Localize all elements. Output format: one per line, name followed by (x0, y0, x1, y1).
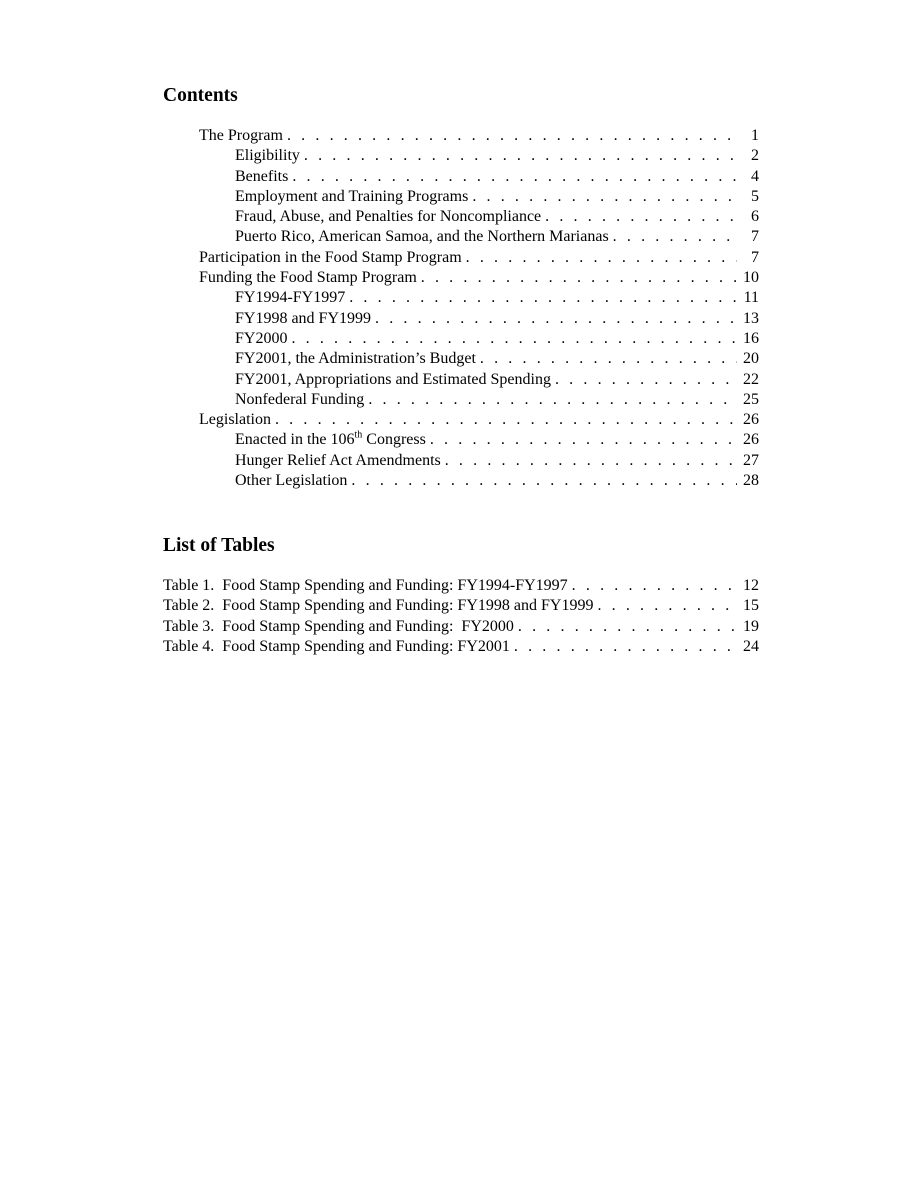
toc-entry-label: Hunger Relief Act Amendments (235, 451, 441, 469)
table-entry-label: Table 3. Food Stamp Spending and Funding: FY2000 (163, 617, 514, 635)
dot-leader (480, 349, 737, 369)
toc-entry-label: Legislation (199, 411, 271, 429)
table-entry-page: 15 (743, 597, 759, 615)
toc-entry-label: FY2000 (235, 329, 288, 347)
dot-leader (514, 637, 737, 657)
dot-leader (375, 309, 737, 329)
contents-list (163, 126, 759, 491)
toc-entry-page: 4 (751, 167, 759, 185)
toc-entry-page: 22 (743, 370, 759, 388)
tables-list (163, 576, 759, 657)
toc-entry-label: Participation in the Food Stamp Program (199, 248, 462, 266)
toc-entry[interactable] (163, 390, 759, 410)
dot-leader (304, 146, 737, 166)
toc-entry-label: Nonfederal Funding (235, 390, 365, 408)
toc-entry-label: Funding the Food Stamp Program (199, 269, 417, 287)
toc-entry-label: Employment and Training Programs (235, 187, 469, 205)
dot-leader (275, 410, 737, 430)
dot-leader (555, 370, 737, 390)
dot-leader (292, 167, 737, 187)
toc-entry-label: FY1994-FY1997 (235, 289, 346, 307)
table-entry[interactable] (163, 637, 759, 657)
toc-entry-label: Puerto Rico, American Samoa, and the Northern Marianas (235, 228, 609, 246)
toc-entry-page: 7 (751, 248, 759, 266)
toc-entry[interactable] (163, 349, 759, 369)
toc-entry[interactable] (163, 248, 759, 268)
dot-leader (351, 471, 737, 491)
toc-entry-page: 2 (751, 147, 759, 165)
dot-leader (518, 617, 737, 637)
dot-leader (445, 451, 737, 471)
toc-entry[interactable] (163, 451, 759, 471)
toc-entry[interactable] (163, 126, 759, 146)
dot-leader (349, 288, 737, 308)
dot-leader (572, 576, 737, 596)
toc-entry-label (235, 430, 426, 450)
table-entry-label: Table 1. Food Stamp Spending and Funding: FY1994-FY1997 (163, 577, 568, 594)
toc-entry[interactable] (163, 146, 759, 166)
toc-entry-page: 20 (743, 350, 759, 368)
dot-leader (597, 596, 737, 616)
toc-entry[interactable] (163, 207, 759, 227)
toc-entry[interactable] (163, 410, 759, 430)
toc-entry[interactable] (163, 167, 759, 187)
toc-entry-label: FY2001, the Administration’s Budget (235, 350, 476, 368)
toc-entry[interactable] (163, 187, 759, 207)
label-suffix: Congress (362, 431, 426, 449)
table-entry[interactable] (163, 576, 759, 596)
table-entry-page: 19 (743, 617, 759, 635)
toc-entry-page: 11 (743, 289, 759, 307)
toc-entry-label: The Program (199, 127, 283, 144)
toc-entry-page: 5 (751, 187, 759, 205)
toc-entry-page: 26 (743, 431, 759, 449)
toc-entry-page: 1 (751, 127, 759, 144)
toc-entry[interactable] (163, 227, 759, 247)
dot-leader (368, 390, 737, 410)
toc-entry-label: Benefits (235, 167, 289, 185)
toc-entry[interactable] (163, 329, 759, 349)
toc-entry[interactable] (163, 288, 759, 308)
list-of-tables-heading: List of Tables (163, 535, 275, 556)
toc-entry-page: 6 (751, 208, 759, 226)
toc-entry-page: 28 (743, 472, 759, 490)
dot-leader (545, 207, 737, 227)
toc-entry-label: FY1998 and FY1999 (235, 309, 372, 327)
dot-leader (472, 187, 737, 207)
toc-entry[interactable] (163, 471, 759, 491)
table-entry[interactable] (163, 617, 759, 637)
toc-entry-label: FY2001, Appropriations and Estimated Spending (235, 370, 551, 388)
contents-heading: Contents (163, 85, 238, 106)
table-entry-page: 12 (743, 577, 759, 594)
toc-entry[interactable] (163, 309, 759, 329)
table-entry[interactable] (163, 596, 759, 616)
dot-leader (466, 248, 737, 268)
toc-entry[interactable] (163, 430, 759, 450)
dot-leader (430, 430, 737, 450)
toc-entry-page: 26 (743, 411, 759, 429)
label-prefix: Enacted in the 106 (235, 431, 355, 449)
toc-entry-page: 7 (751, 228, 759, 246)
dot-leader (287, 126, 737, 146)
toc-entry[interactable] (163, 370, 759, 390)
dot-leader (291, 329, 737, 349)
table-entry-page: 24 (743, 637, 759, 655)
toc-entry-page: 16 (743, 329, 759, 347)
toc-entry-page: 25 (743, 390, 759, 408)
toc-entry-label: Other Legislation (235, 472, 348, 490)
toc-entry-page: 27 (743, 451, 759, 469)
toc-entry[interactable] (163, 268, 759, 288)
dot-leader (613, 227, 737, 247)
toc-entry-page: 13 (743, 309, 759, 327)
table-entry-label: Table 4. Food Stamp Spending and Funding: FY2001 (163, 637, 510, 655)
toc-entry-label: Eligibility (235, 147, 300, 165)
table-entry-label: Table 2. Food Stamp Spending and Funding: FY1998 and FY1999 (163, 597, 594, 615)
toc-entry-label: Fraud, Abuse, and Penalties for Noncompliance (235, 208, 542, 226)
dot-leader (421, 268, 737, 288)
toc-entry-page: 10 (743, 269, 759, 287)
label-superscript: th (354, 430, 363, 442)
